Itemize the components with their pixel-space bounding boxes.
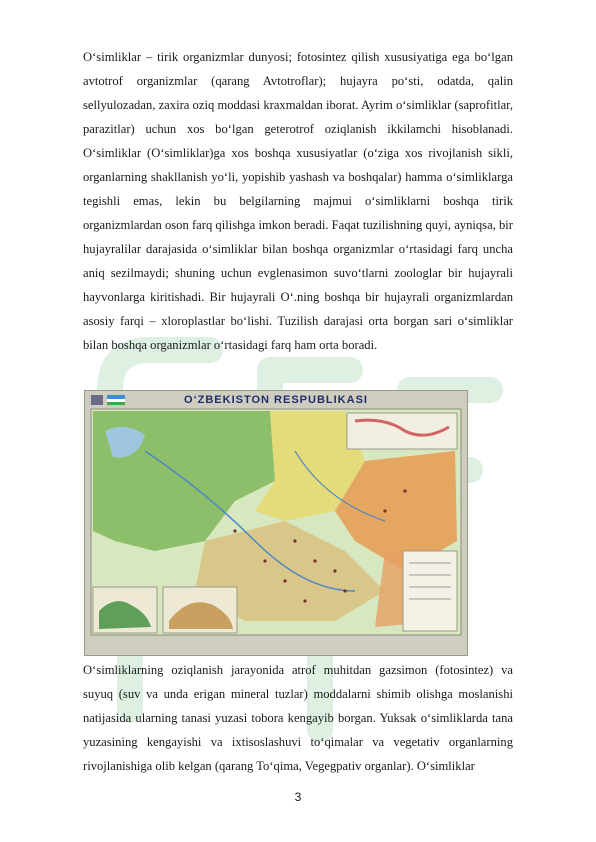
page-number: 3 <box>294 790 302 804</box>
map-image <box>84 390 468 656</box>
map-illustration <box>85 391 469 657</box>
paragraph-intro: O‘simliklar – tirik organizmlar dunyosi; fotosintez qilish xususiyatiga ega bo‘lgan avtotrof organizmlar (qarang Avtotroflar); hujayra po‘sti, odatda, qalin sellyulozadan, zaxira oziq moddasi kraxmaldan iborat. Ayrim o‘simliklar (saprofitlar, parazitlar) uchun xos bo‘lgan geterotrof oziqlanish ikkilamchi hisoblanadi. O‘simliklar (O‘simliklar)ga xos boshqa xususiyatlar (o‘ziga xos rivojlanish sikli, organlarning shakllanish yo‘li, yopishib yashash va boshqalar) hamma o‘simliklarga tegishli emas, lekin bu belgilarning majmui o‘simliklarni boshqa tirik organizmlardan oson farq qilishga imkon beradi. Faqat tuzilishning quyi, ayniqsa, bir hujayralilar darajasida o‘simliklar bilan boshqa organizmlar o‘rtasidagi farq uncha aniq sezilmaydi; shuning uchun evglenasimon suvo‘tlarni zoologlar bir hujayrali hayvonlarga kiritishadi. Bir hujayrali O‘.ning boshqa bir hujayrali organizmlardan asosiy farqi – xloroplastlar bo‘lishi. Tuzilish darajasi orta borgan sari o‘simliklar bilan boshqa organizmlar o‘rtasidagi farq ham orta boradi. <box>83 50 513 352</box>
paragraph-nutrition: O‘simliklarning oziqlanish jarayonida atrof muhitdan gazsimon (fotosintez) va suyuq (suv va unda erigan mineral tuzlar) moddalarni shimib olishga moslanishi natijasida ularning tanasi yuzasi tobora kengayib borgan. Yuksak o‘simliklarda tana yuzasining kengayishi va ixtisoslashuvi to‘qimalar va vegetativ organlarning rivojlanishiga olib kelgan (qarang To‘qima, Vegegpativ organlar). O‘simliklar <box>83 663 513 773</box>
map-title: O‘ZBEKISTON RESPUBLIKASI <box>184 394 368 406</box>
